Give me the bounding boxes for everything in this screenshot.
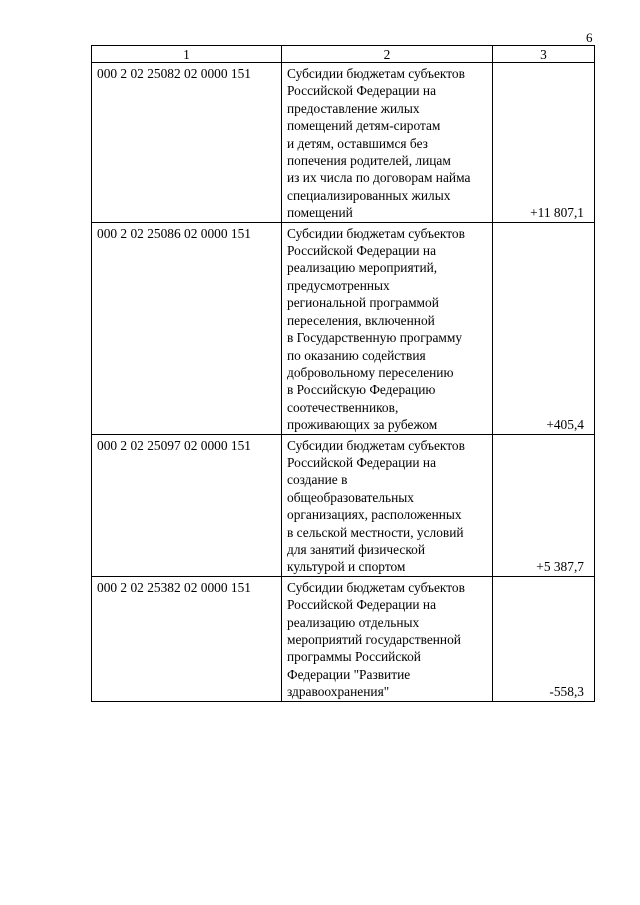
table-row: [92, 434, 595, 576]
description-line: программы Российской: [287, 649, 421, 665]
description-line: Российской Федерации на: [287, 83, 437, 99]
description-line: Субсидии бюджетам субъектов: [287, 66, 465, 81]
description-line: из их числа по договорам найма: [287, 170, 471, 186]
description-line: в Российскую Федерацию: [287, 382, 436, 398]
description-line: и детям, оставшимся без: [287, 135, 428, 151]
description-line: специализированных жилых: [287, 187, 451, 203]
description-line: в Государственную программу: [287, 330, 463, 346]
description-line: добровольному переселению: [287, 364, 454, 380]
budget-code-cell: 000 2 02 25097 02 0000 151: [92, 434, 282, 576]
description-line: для занятий физической: [287, 541, 426, 557]
page-number: 6: [586, 30, 593, 45]
description-line: организациях, расположенных: [287, 507, 462, 523]
description-line: здравоохранения": [287, 684, 390, 700]
budget-code-cell: 000 2 02 25382 02 0000 151: [92, 576, 282, 701]
description-line: предусмотренных: [287, 277, 390, 293]
description-line: реализацию отдельных: [287, 614, 420, 630]
description-line: Субсидии бюджетам субъектов: [287, 225, 465, 241]
description-line: Федерации "Развитие: [287, 666, 411, 682]
amount-cell: +11 807,1: [493, 63, 595, 223]
description-line: Субсидии бюджетам субъектов: [287, 579, 465, 595]
table-row: [92, 63, 595, 223]
description-line: культурой и спортом: [287, 559, 406, 575]
description-line: региональной программой: [287, 295, 439, 311]
description-line: общеобразовательных: [287, 489, 415, 505]
description-cell: [282, 63, 493, 223]
description-line: по оказанию содействия: [287, 347, 426, 363]
description-line: Российской Федерации на: [287, 597, 437, 613]
description-cell: [282, 576, 493, 701]
budget-code-cell: 000 2 02 25082 02 0000 151: [92, 63, 282, 223]
description-cell: [282, 434, 493, 576]
description-line: создание в: [287, 472, 348, 488]
description-line: Российской Федерации на: [287, 454, 437, 470]
column-header-2: 2: [282, 46, 493, 63]
table-row: [92, 222, 595, 434]
description-cell: [282, 222, 493, 434]
amount-cell: +5 387,7: [493, 434, 595, 576]
description-line: помещений детям-сиротам: [287, 118, 441, 134]
budget-code-cell: 000 2 02 25086 02 0000 151: [92, 222, 282, 434]
description-line: помещений: [287, 205, 353, 221]
table-row: [92, 576, 595, 701]
amount-cell: +405,4: [493, 222, 595, 434]
description-line: Субсидии бюджетам субъектов: [287, 437, 465, 453]
description-line: реализацию мероприятий,: [287, 260, 438, 276]
description-line: проживающих за рубежом: [287, 417, 438, 433]
budget-table: [91, 45, 595, 702]
description-line: мероприятий государственной: [287, 632, 461, 647]
description-line: соотечественников,: [287, 399, 399, 415]
description-line: в сельской местности, условий: [287, 524, 464, 540]
table-header-row: [92, 46, 595, 63]
description-line: переселения, включенной: [287, 312, 435, 328]
description-line: предоставление жилых: [287, 100, 420, 116]
description-line: попечения родителей, лицам: [287, 153, 451, 169]
description-line: Российской Федерации на: [287, 243, 437, 259]
column-header-3: 3: [493, 46, 595, 63]
column-header-1: 1: [92, 46, 282, 63]
amount-cell: -558,3: [493, 576, 595, 701]
